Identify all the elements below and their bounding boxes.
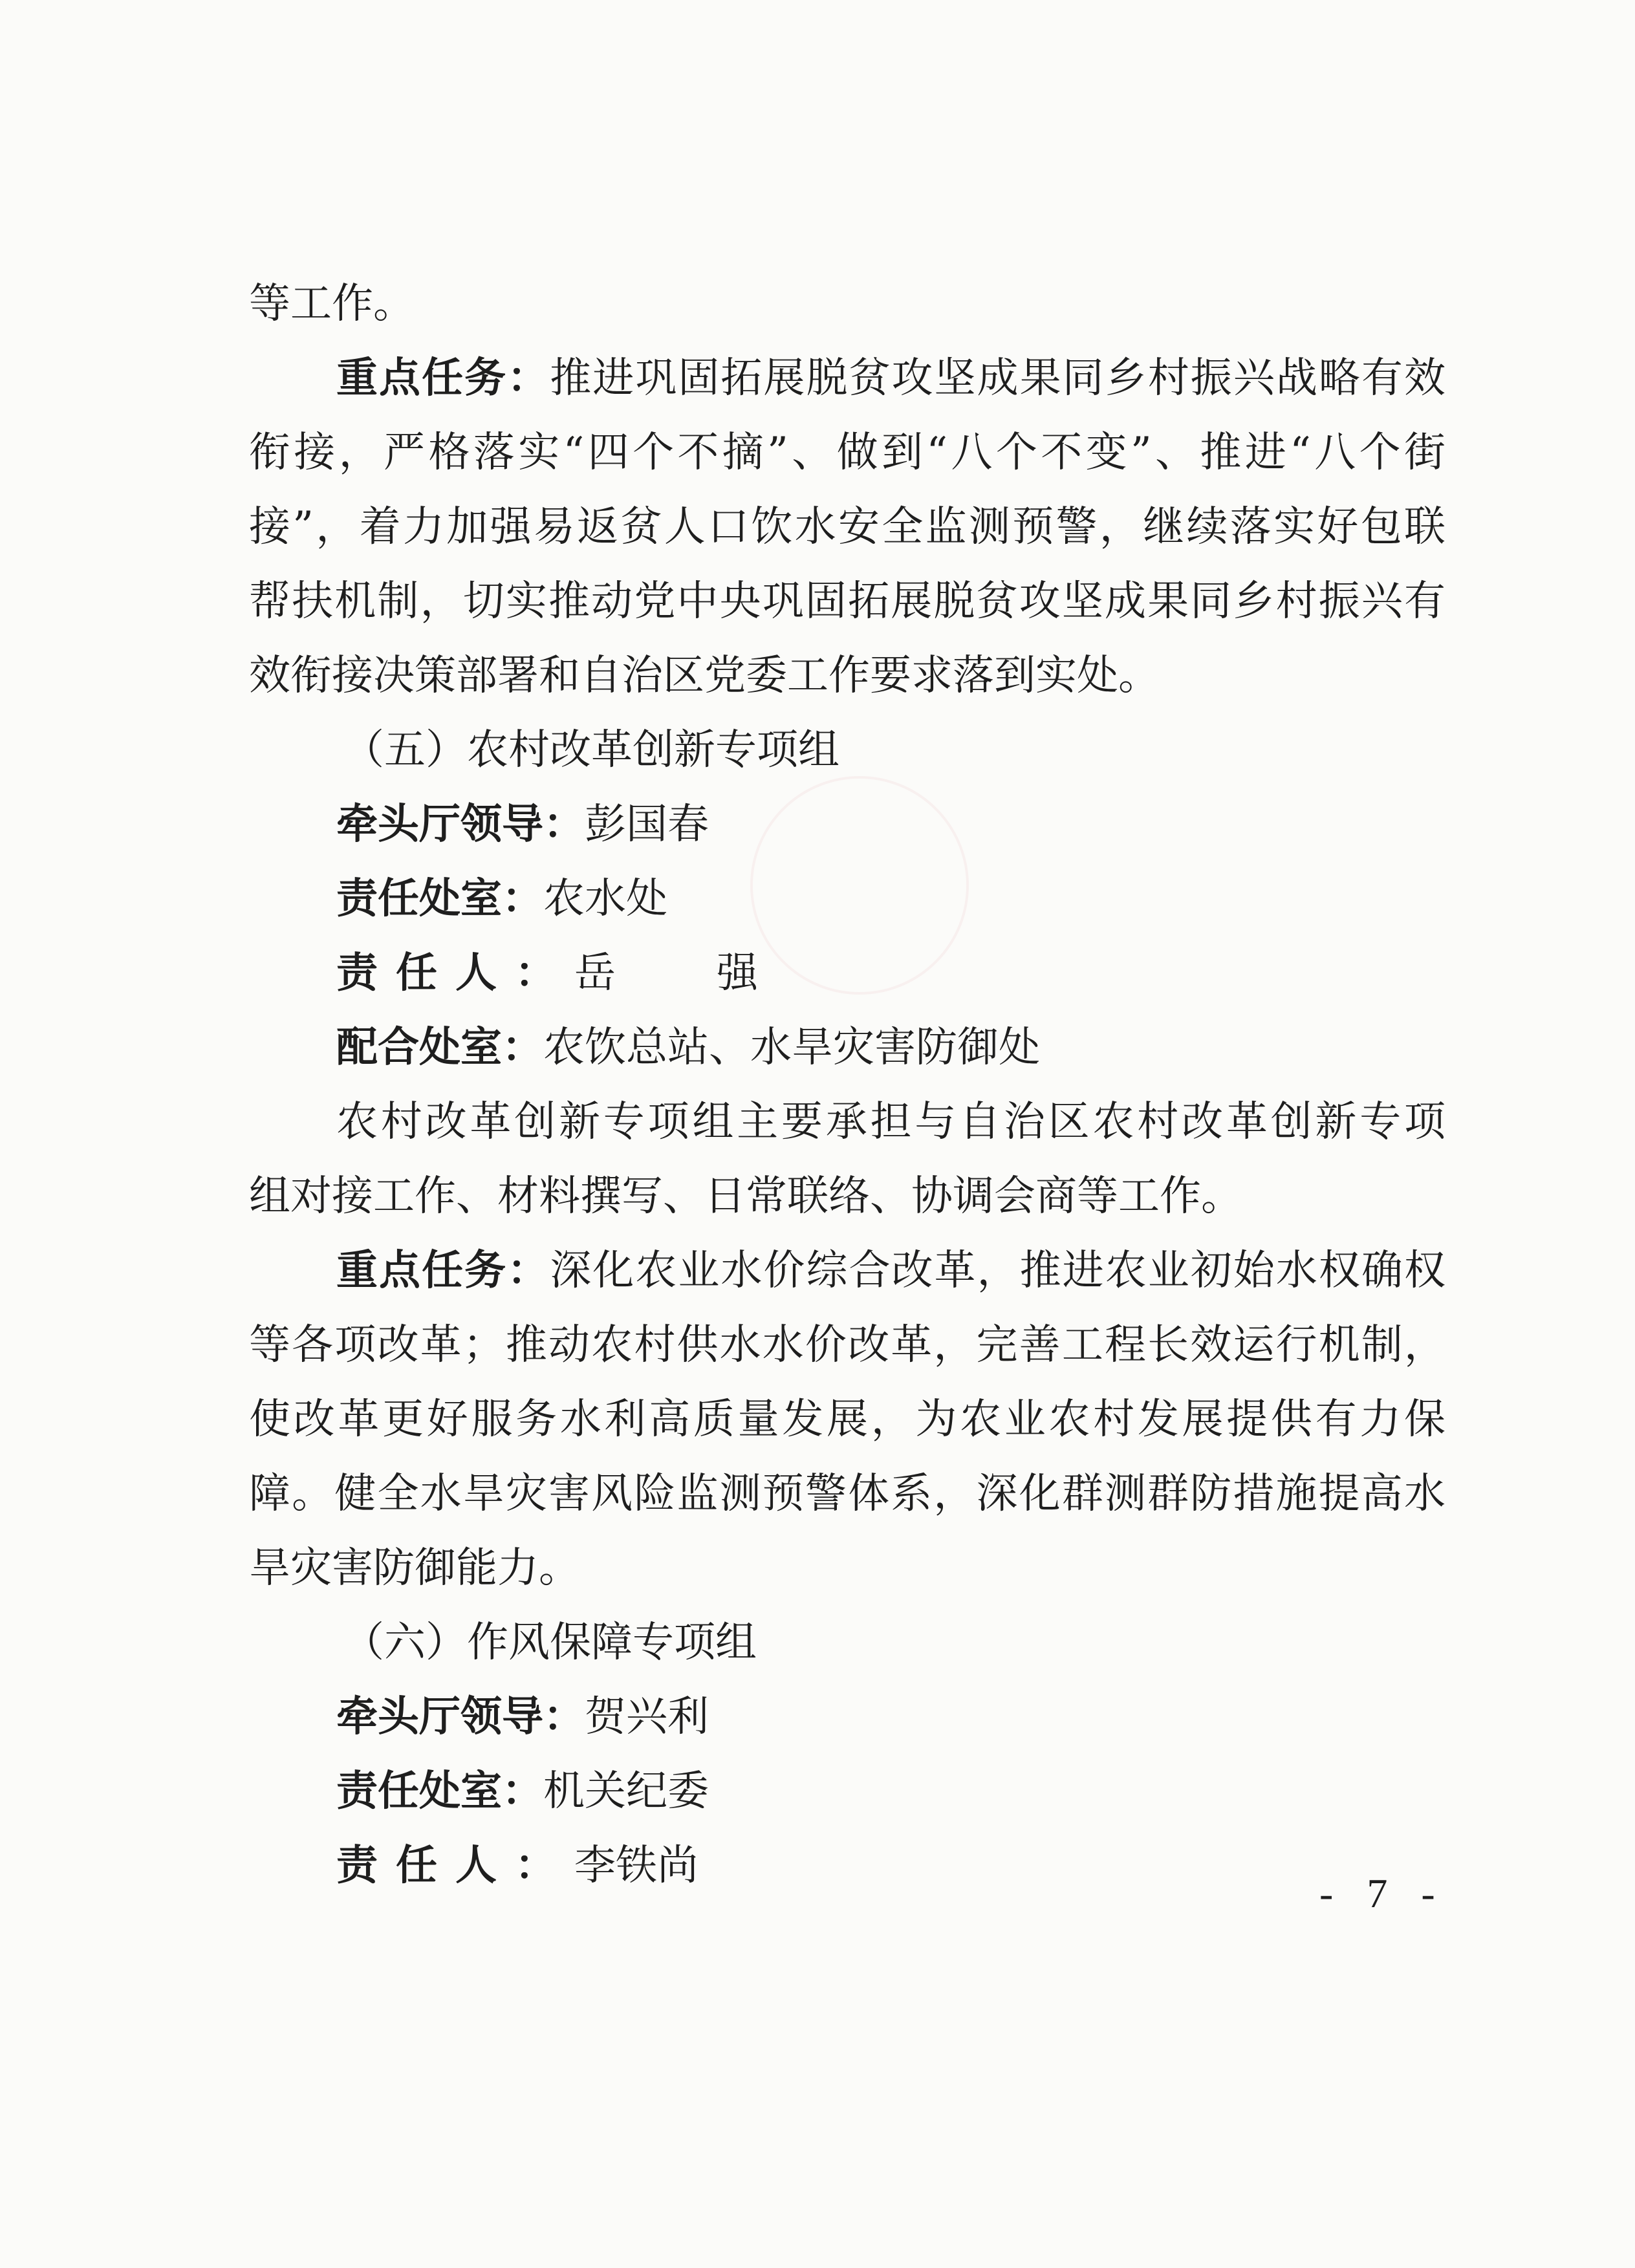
key-task-label-2: 重点任务： (336, 1246, 550, 1295)
lead-label-2: 牵头厅领导： (336, 1692, 585, 1741)
department-value: 农水处 (543, 875, 667, 923)
department-row (336, 873, 1446, 925)
lead-value: 彭国春 (585, 801, 709, 848)
lead-label: 牵头厅领导： (336, 800, 585, 848)
text-line-13: 组对接工作、材料撰写、日常联络、协调会商等工作。 (249, 1172, 1242, 1220)
text-line-5: 帮扶机制，切实推动党中央巩固拓展脱贫攻坚成果同乡村振兴有 (249, 578, 1446, 625)
section-heading-six: （六）作风保障专项组 (343, 1619, 757, 1667)
cooperating-department-row (336, 1022, 1446, 1074)
key-task-paragraph-start (336, 352, 1446, 404)
person-label: 责任人： (336, 949, 574, 997)
person-row-2 (336, 1840, 1446, 1892)
text-line-15: 等各项改革；推动农村供水水价改革，完善工程长效运行机制， (249, 1321, 1446, 1369)
key-task-text-2: 深化农业水价综合改革，推进农业初始水权确权 (550, 1247, 1446, 1295)
lead-row (336, 799, 1446, 850)
key-task-label: 重点任务： (336, 354, 550, 402)
text-line-18: 旱灾害防御能力。 (249, 1544, 580, 1592)
key-task-paragraph-2-start (336, 1245, 1446, 1297)
text-line-6: 效衔接决策部署和自治区党委工作要求落到实处。 (249, 652, 1160, 700)
department-row-2 (336, 1766, 1446, 1817)
section-heading-five: （五）农村改革创新专项组 (343, 726, 839, 774)
person-label-2: 责任人： (336, 1841, 574, 1890)
cooperating-department-value: 农饮总站、水旱灾害防御处 (543, 1024, 1040, 1072)
text-line-3: 衔接，严格落实“四个不摘”、做到“八个不变”、推进“八个街 (249, 429, 1446, 477)
page-number: - 7 - (1319, 1870, 1447, 1916)
text-line-12: 农村改革创新专项组主要承担与自治区农村改革创新专项 (336, 1098, 1446, 1146)
text-line-16: 使改革更好服务水利高质量发展，为农业农村发展提供有力保 (249, 1396, 1446, 1443)
lead-row-2 (336, 1691, 1446, 1743)
text-line-17: 障。健全水旱灾害风险监测预警体系，深化群测群防措施提高水 (249, 1470, 1446, 1518)
person-value: 岳 强 (574, 949, 788, 997)
text-line-1: 等工作。 (249, 280, 415, 328)
person-row (336, 947, 1446, 999)
department-label: 责任处室： (336, 874, 543, 923)
person-value-2: 李铁尚 (574, 1842, 698, 1890)
cooperating-department-label: 配合处室： (336, 1023, 543, 1072)
department-value-2: 机关纪委 (543, 1767, 709, 1815)
department-label-2: 责任处室： (336, 1767, 543, 1815)
lead-value-2: 贺兴利 (585, 1693, 709, 1741)
key-task-text: 推进巩固拓展脱贫攻坚成果同乡村振兴战略有效 (550, 354, 1446, 402)
text-line-4: 接”，着力加强易返贫人口饮水安全监测预警，继续落实好包联 (249, 503, 1446, 551)
